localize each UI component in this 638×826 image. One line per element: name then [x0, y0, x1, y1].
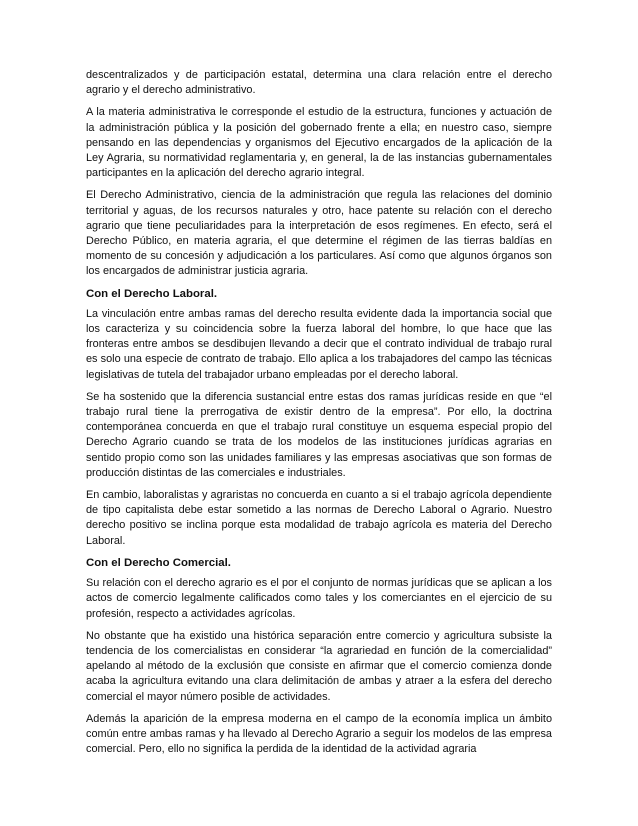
document-page	[86, 68, 552, 764]
paragraph: Se ha sostenido que la diferencia sustancial entre estas dos ramas jurídicas reside en que “el trabajo rural tiene la prerrogativa de existir dentro de la empresa”. Por ello, la doctrina contemporánea concuerda en que el trabajo rural constituye un esquema especial propio del Derecho Agrario cuando se trata de los modelos de las instituciones jurídicas agrarias en sentido propio como son las unidades familiares y las empresas asociativas que son formas de producción distintas de las comerciales e industriales.	[86, 390, 552, 479]
paragraph: Además la aparición de la empresa moderna en el campo de la economía implica un ámbito común entre ambas ramas y ha llevado al Derecho Agrario a seguir los modelos de las empresa comercial. Pero, ello no significa la perdida de la identidad de la actividad agraria	[86, 712, 552, 756]
section-heading-laboral: Con el Derecho Laboral.	[86, 287, 218, 300]
paragraph: En cambio, laboralistas y agraristas no concuerda en cuanto a si el trabajo agrícola dependiente de tipo capitalista debe estar sometido a las normas de Derecho Laboral o Agrario. Nuestro derecho positivo se inclina porque esta modalidad de trabajo agrícola es materia del Derecho Laboral.	[86, 489, 552, 547]
paragraph: descentralizados y de participación estatal, determina una clara relación entre el derecho agrario y el derecho administrativo.	[86, 69, 552, 97]
paragraph: A la materia administrativa le corresponde el estudio de la estructura, funciones y actuación de la administración pública y la posición del gobernado frente a ella; en nuestro caso, siempre pensando en las dependencias y organismos del Ejecutivo encargados de la aplicación de la Ley Agraria, su normatividad reglamentaria y, en general, la de las instancias gubernamentales participantes en la aplicación del derecho agrario integral.	[86, 106, 552, 180]
paragraph: Su relación con el derecho agrario es el por el conjunto de normas jurídicas que se aplican a los actos de comercio legalmente calificados como tales y los comerciantes en el ejercicio de su profesión, respecto a actividades agrícolas.	[86, 577, 552, 620]
paragraph: El Derecho Administrativo, ciencia de la administración que regula las relaciones del dominio territorial y aguas, de los recursos naturales y otro, hace patente su relación con el derecho agrario que tiene peculiaridades para la interpretación de esos regímenes. En efecto, será el Derecho Público, en materia agraria, el que determine el régimen de las tierras baldías en momento de su concesión y adjudicación a los particulares. Así como que algunos órganos son los encargados de administrar justicia agraria.	[86, 189, 552, 278]
paragraph: La vinculación entre ambas ramas del derecho resulta evidente dada la importancia social que los caracteriza y su coincidencia sobre la fuerza laboral del hombre, lo que hace que las fronteras entre ambos se desdibujen llevando a decir que el contrato individual de trabajo rural es solo una especie de contrato de trabajo. Ello aplica a los trabajadores del campo las técnicas legislativas de tutela del trabajador urbano empleadas por el derecho laboral.	[86, 307, 552, 381]
paragraph: No obstante que ha existido una histórica separación entre comercio y agricultura subsiste la tendencia de los comercialistas en considerar “la agrariedad en función de la comercialidad” apelando al método de la exclusión que consiste en afirmar que el comercio comienza donde acaba la agricultura evitando una clara delimitación de ambas y atraer a la esfera del derecho comercial el mayor número posible de actividades.	[86, 629, 552, 703]
section-heading-comercial: Con el Derecho Comercial.	[86, 556, 231, 569]
